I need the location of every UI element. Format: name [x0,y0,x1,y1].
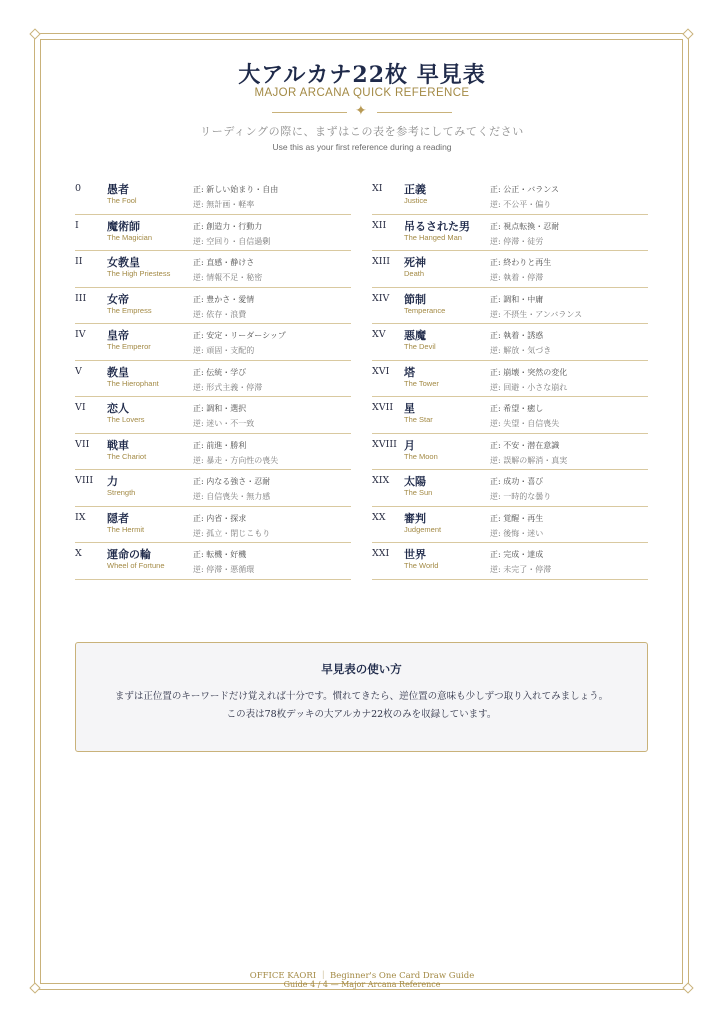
card-row [372,288,648,325]
reversed-meaning: 逆: 未完了・停滞 [490,565,552,574]
card-number: XIX [372,475,390,486]
card-row [75,324,351,361]
note-text: まずは正位置のキーワードだけ覚えれば十分です。慣れてきたら、逆位置の意味も少しずつ取り入れてみましょう。 [114,691,609,702]
card-number: IX [75,511,86,523]
four-point-star-icon: ✦ [355,103,367,119]
upright-meaning: 正: 終わりと再生 [490,258,552,267]
reversed-meaning: 逆: 無計画・軽率 [193,200,255,209]
card-name-jp: 審判 [404,511,426,525]
card-row [75,543,351,580]
card-name-en: The Chariot [107,451,147,461]
reversed-meaning: 逆: 空回り・自信過剰 [193,236,271,246]
card-name-en: The Hanged Man [404,232,462,242]
card-name-en: The Moon [404,451,438,461]
reversed-meaning: 逆: 回避・小さな崩れ [490,382,568,392]
card-name-en: The Tower [404,378,439,388]
upright-meaning: 正: 視点転換・忍耐 [490,221,560,231]
lead-text-en: Use this as your first reference during a reading [272,142,452,152]
card-name-jp: 隠者 [107,511,129,525]
note-title: 早見表の使い方 [321,662,402,676]
card-name-en: Strength [107,488,136,497]
divider-line [377,112,452,113]
usage-note-box [75,642,648,752]
card-name-jp: 死神 [404,256,426,269]
card-row [372,397,648,434]
upright-meaning: 正: 内なる強さ・忍耐 [193,477,271,486]
reversed-meaning: 逆: 誤解の解消・真実 [490,455,568,465]
card-name-jp: 正義 [404,183,426,196]
upright-meaning: 正: 執着・誘惑 [490,331,544,340]
card-number: XII [372,219,387,231]
card-number: XV [372,329,386,340]
upright-meaning: 正: 前進・勝利 [193,440,247,450]
upright-meaning: 正: 調和・選択 [193,404,247,413]
card-name-jp: 恋人 [107,402,129,415]
reversed-meaning: 逆: 情報不足・秘密 [193,273,263,282]
card-name-en: The Emperor [107,342,151,351]
card-number: X [75,548,82,559]
card-number: VIII [75,475,94,486]
upright-meaning: 正: 調和・中庸 [490,294,544,304]
card-number: XIII [372,256,391,267]
page-title: 大アルカナ22枚 早見表 [238,62,486,88]
upright-meaning: 正: 完成・達成 [490,550,544,559]
card-name-jp: 教皇 [107,365,129,379]
upright-meaning: 正: 不安・潜在意識 [490,440,560,450]
reversed-meaning: 逆: 不摂生・アンバランス [490,309,583,319]
reversed-meaning: 逆: 執着・停滞 [490,273,544,282]
card-name-jp: 星 [404,402,415,415]
card-row [75,361,351,398]
card-name-jp: 皇帝 [107,329,129,342]
card-name-en: The Devil [404,342,436,351]
card-number: III [75,292,87,304]
card-name-jp: 月 [404,438,415,452]
card-name-jp: 太陽 [404,475,426,488]
reversed-meaning: 逆: 停滞・悪循環 [193,565,255,574]
card-name-en: Death [404,269,425,278]
card-name-en: The Lovers [107,415,145,424]
page-subtitle: MAJOR ARCANA QUICK REFERENCE [254,87,470,99]
card-number: XX [372,511,386,523]
upright-meaning: 正: 直感・静けさ [193,258,255,267]
card-row [372,470,648,507]
card-row [75,178,351,215]
card-row [372,178,648,215]
card-row [372,251,648,288]
card-row [372,543,648,580]
card-name-jp: 力 [107,475,118,488]
card-name-en: The Magician [107,232,153,242]
reversed-meaning: 逆: 不公平・偏り [490,200,552,209]
upright-meaning: 正: 希望・癒し [490,404,544,413]
reversed-meaning: 逆: 後悔・迷い [490,528,544,538]
card-row [372,434,648,471]
card-row [75,434,351,471]
card-name-jp: 吊るされた男 [404,219,470,233]
card-number: II [75,256,83,267]
card-name-jp: 女教皇 [107,256,140,269]
card-row [372,215,648,252]
footer-brand: OFFICE KAORI ｜ Beginner's One Card Draw Guide [249,971,475,981]
card-row [372,507,648,544]
reversed-meaning: 逆: 失望・自信喪失 [490,419,560,428]
upright-meaning: 正: 豊かさ・愛情 [193,294,255,304]
upright-meaning: 正: 転機・好機 [193,550,247,559]
reversed-meaning: 逆: 停滞・徒労 [490,236,544,246]
reversed-meaning: 逆: 迷い・不一致 [193,419,255,428]
card-number: XIV [372,292,390,304]
card-number: XXI [372,548,390,559]
upright-meaning: 正: 安定・リーダーシップ [193,331,286,340]
upright-meaning: 正: 新しい始まり・自由 [193,185,279,194]
card-name-en: Wheel of Fortune [107,561,165,570]
card-row [372,324,648,361]
card-number: XVI [372,365,390,377]
reversed-meaning: 逆: 解放・気づき [490,346,552,355]
card-name-jp: 戦車 [107,438,129,452]
card-name-en: The Sun [404,488,433,497]
card-number: IV [75,329,86,340]
card-row [75,470,351,507]
card-name-en: The Star [404,415,433,424]
card-row [75,397,351,434]
card-name-jp: 魔術師 [107,219,140,233]
reversed-meaning: 逆: 頑固・支配的 [193,346,255,355]
reversed-meaning: 逆: 暴走・方向性の喪失 [193,455,279,465]
card-number: XVII [372,402,394,413]
card-row [372,361,648,398]
reversed-meaning: 逆: 形式主義・停滞 [193,382,263,392]
card-number: XVIII [372,438,397,450]
card-column-right [372,178,648,580]
card-column-left [75,178,351,580]
card-name-en: The Hierophant [107,378,159,388]
note-text: この表は78枚デッキの大アルカナ22枚のみを収録しています。 [226,709,497,720]
card-name-en: The World [404,561,439,570]
card-number: VI [75,402,86,413]
reversed-meaning: 逆: 自信喪失・無力感 [193,492,271,501]
ornament-divider [272,103,452,119]
upright-meaning: 正: 覚醒・再生 [490,513,544,523]
card-name-en: Justice [404,196,428,205]
card-number: VII [75,438,90,450]
card-name-jp: 悪魔 [404,329,426,342]
reversed-meaning: 逆: 一時的な曇り [490,492,552,501]
card-name-en: The Hermit [107,524,145,534]
card-name-jp: 運命の輪 [107,548,151,561]
upright-meaning: 正: 内省・探求 [193,513,247,523]
card-number: I [75,219,79,231]
divider-line [272,112,347,113]
card-name-jp: 塔 [404,365,415,379]
upright-meaning: 正: 創造力・行動力 [193,221,263,231]
card-name-en: The Fool [107,196,137,205]
upright-meaning: 正: 公正・バランス [490,185,559,194]
card-name-en: The High Priestess [107,269,171,278]
upright-meaning: 正: 伝統・学び [193,367,247,377]
lead-text-jp: リーディングの際に、まずはこの表を参考にしてみてください [200,125,524,138]
reversed-meaning: 逆: 孤立・閉じこもり [193,528,271,538]
card-name-en: Judgement [404,524,442,534]
card-row [75,251,351,288]
card-number: 0 [75,183,82,194]
card-number: XI [372,183,383,194]
reversed-meaning: 逆: 依存・浪費 [193,309,247,319]
card-name-jp: 女帝 [107,292,129,306]
card-row [75,215,351,252]
footer-page-info: Guide 4 / 4 — Major Arcana Reference [283,980,441,989]
upright-meaning: 正: 成功・喜び [490,477,544,486]
card-name-jp: 世界 [404,548,426,561]
card-name-jp: 愚者 [107,183,129,196]
card-name-en: Temperance [404,305,446,315]
card-row [75,288,351,325]
card-name-jp: 節制 [404,292,426,306]
upright-meaning: 正: 崩壊・突然の変化 [490,367,568,377]
card-row [75,507,351,544]
card-name-en: The Empress [107,305,152,315]
card-number: V [75,365,82,377]
